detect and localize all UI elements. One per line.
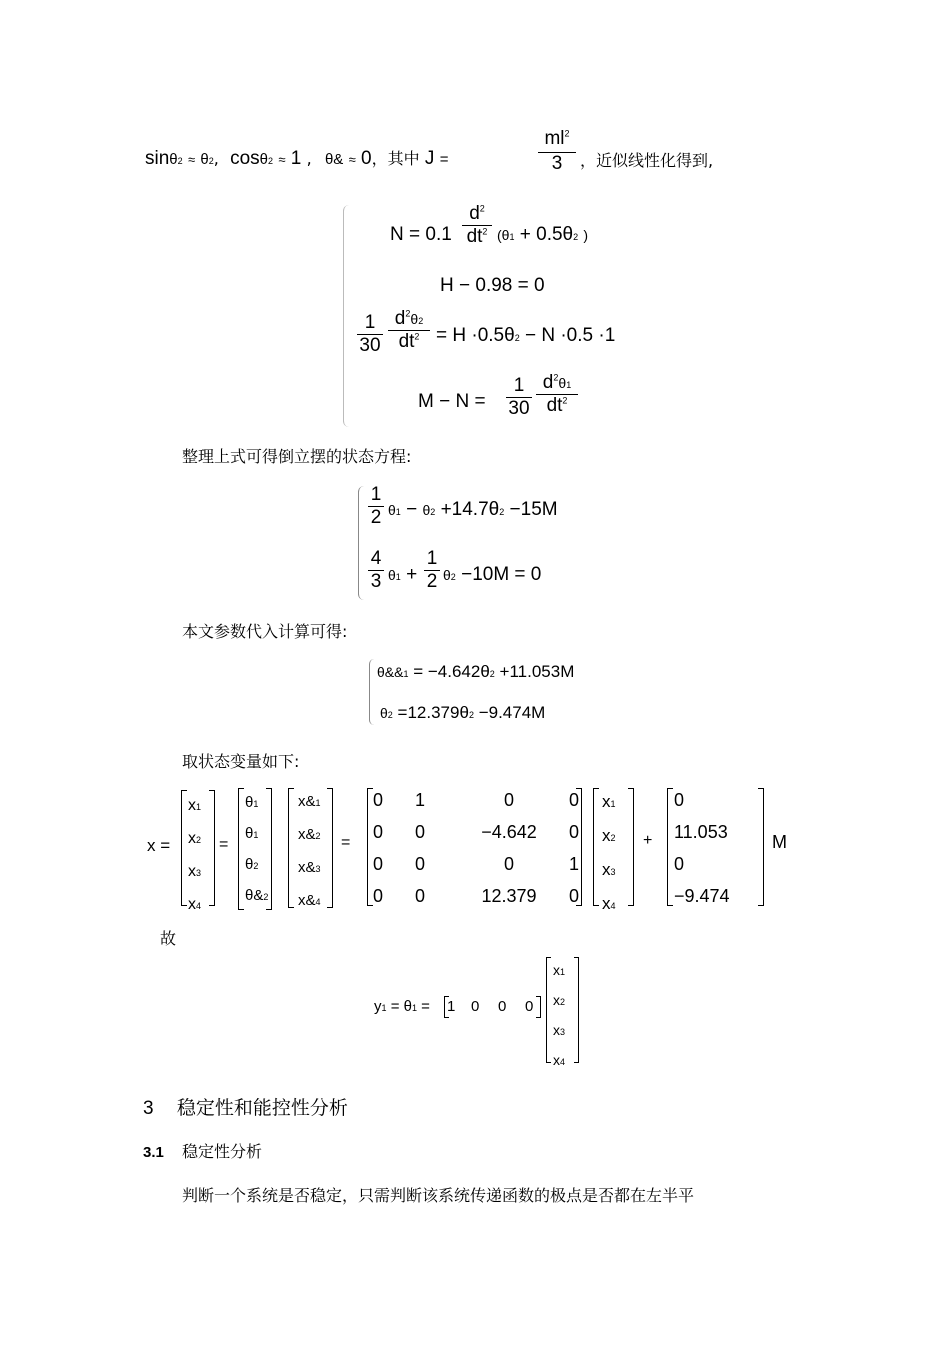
theta: θ (259, 151, 269, 168)
sub: 4 (610, 901, 616, 911)
num: 1 (370, 484, 382, 505)
sub: 1 (196, 802, 202, 812)
theta: θ (410, 311, 419, 327)
rest: +11.053M (499, 662, 575, 681)
x: x (188, 797, 196, 814)
section-title: 稳定性和能控性分析 (176, 1097, 348, 1119)
a-cell: 0 (415, 853, 426, 874)
rest2: −15M (509, 499, 558, 520)
den: dt (466, 226, 483, 247)
comma: , (213, 149, 219, 168)
bracket (288, 788, 294, 908)
theta: θ (388, 567, 396, 583)
sys1-row2: H − 0.98 = 0 (440, 275, 545, 296)
sub: 1 (566, 380, 572, 390)
sys1-row1-lhs (390, 224, 452, 246)
brace-sys1 (343, 205, 352, 427)
bracket (181, 790, 187, 906)
sub: 4 (315, 897, 321, 907)
xdot-vector (298, 786, 321, 918)
theta: θ (169, 151, 178, 168)
sub: 4 (560, 1057, 566, 1067)
xdot: x& (298, 859, 316, 876)
num: 1 (364, 312, 376, 333)
a-cell: 1 (568, 853, 579, 874)
x-vector-3 (553, 956, 565, 1076)
x: x (553, 1022, 560, 1038)
sub: 2 (418, 316, 424, 326)
x-label (147, 836, 170, 856)
A-matrix (372, 784, 580, 912)
minus: − (406, 499, 418, 520)
sub: 2 (610, 833, 616, 843)
xdot: x& (298, 793, 316, 810)
den: 2 (426, 571, 438, 592)
sup: 2 (414, 331, 420, 342)
sub: 1 (560, 967, 566, 977)
x-vector-2 (602, 786, 616, 922)
a-cell: 0 (373, 789, 384, 810)
rest: − N ·0.5 ·1 (524, 325, 616, 346)
brace-sys3 (369, 659, 376, 725)
sub: 1 (395, 507, 401, 517)
sub: 1 (253, 799, 259, 809)
theta-vector (245, 788, 268, 912)
x: x (602, 894, 611, 913)
rest: +14.7θ (440, 499, 500, 520)
sup: 2 (482, 226, 488, 237)
rest: −9.474M (478, 703, 546, 722)
c-cell: 1 (447, 998, 456, 1015)
equals: = (439, 151, 449, 168)
sup: 2 (405, 308, 411, 319)
num: d (394, 308, 406, 329)
a-cell: 0 (568, 885, 579, 906)
plus: + (406, 564, 418, 585)
sys3-row2 (380, 703, 545, 723)
theta: θ (422, 502, 431, 518)
theta: θ (443, 567, 451, 583)
sub: 3 (315, 864, 321, 874)
approx: ≈ (187, 152, 196, 167)
subscript: 2 (177, 156, 183, 166)
sub: 2 (315, 831, 321, 841)
sup: 2 (553, 372, 559, 383)
a-cell: 0 (373, 885, 384, 906)
theta: θ (558, 375, 567, 391)
sys1-row1-rhs (497, 224, 588, 246)
approx: ≈ (278, 152, 286, 167)
a-cell: 0 (503, 853, 514, 874)
N: N (390, 224, 404, 245)
sub: 1 (315, 798, 321, 808)
numerator: ml (544, 128, 565, 149)
text-substitute: 本文参数代入计算可得: (182, 622, 348, 641)
c-cell: 0 (498, 998, 507, 1015)
theta: (θ (497, 227, 510, 243)
zero: 0 (361, 148, 372, 169)
sub: 3 (610, 867, 616, 877)
theta: θ (200, 151, 209, 168)
x-vector (188, 790, 201, 922)
output-eq (374, 998, 430, 1015)
x: x (188, 830, 196, 847)
sub: 2 (573, 232, 579, 242)
b-cell: −9.474 (674, 886, 730, 906)
b-cell: 0 (674, 854, 685, 874)
x: x (188, 896, 196, 913)
bracket (758, 788, 764, 906)
sub: 2 (468, 710, 474, 720)
a-cell: −4.642 (481, 821, 537, 842)
d2theta1-dt2 (536, 372, 578, 417)
a-cell: 0 (373, 853, 384, 874)
den: 30 (508, 398, 530, 419)
frac-1-30-b (506, 375, 532, 420)
frac-4-3 (368, 548, 384, 593)
x: x (553, 1052, 560, 1068)
a-cell: 0 (373, 821, 384, 842)
sub: 2 (430, 507, 436, 517)
comma: , (306, 149, 312, 168)
eq: = −4.642θ (413, 662, 490, 681)
denominator: 3 (551, 153, 563, 174)
paren: ) (583, 227, 589, 243)
sub: 2 (499, 507, 505, 517)
linearization-text: ，近似线性化得到, (580, 151, 714, 170)
plus-term: + 0.5θ (519, 224, 574, 245)
J-symbol: J (424, 148, 435, 169)
subscript: 2 (208, 156, 214, 166)
C-matrix (446, 997, 540, 1016)
x: x (602, 792, 611, 811)
xdot: x& (298, 826, 316, 843)
num: d (469, 203, 480, 224)
eq: = (390, 998, 400, 1015)
num: d (542, 372, 554, 393)
sup: 2 (562, 395, 568, 406)
cos-label: cos (230, 148, 260, 169)
qizhong-text: ，其中 (371, 149, 420, 168)
theta: θ (388, 502, 396, 518)
sub: 2 (450, 572, 456, 582)
one: 1 (290, 148, 302, 169)
theta: θ (403, 998, 412, 1015)
bracket (593, 788, 599, 906)
sub: 1 (403, 669, 409, 679)
text-state-equation: 整理上式可得倒立摆的状态方程: (182, 447, 412, 466)
x: x (188, 863, 196, 880)
sub: 1 (411, 1003, 417, 1013)
line1-math (145, 146, 448, 170)
section-3-heading (143, 1093, 348, 1120)
a-cell: 0 (568, 821, 579, 842)
theta: θ& (245, 887, 264, 904)
num: 1 (513, 375, 525, 396)
text-therefore: 故 (160, 929, 177, 948)
sub: 2 (489, 669, 495, 679)
bracket (327, 788, 333, 908)
eq: = (341, 834, 351, 851)
xdot: x& (298, 892, 316, 909)
frac-1-30 (357, 312, 383, 357)
sys1-row4-lhs: M − N = (418, 391, 486, 412)
theta: θ (380, 705, 388, 721)
section-number: 3.1 (143, 1144, 164, 1161)
frac-1-2 (368, 484, 384, 529)
sub: 1 (381, 1003, 387, 1013)
a-cell: 0 (568, 789, 579, 810)
sys2-row2a (388, 564, 417, 586)
ml2-over-3 (538, 128, 576, 175)
section-number: 3 (143, 1098, 154, 1119)
y: y (374, 998, 382, 1015)
brace-sys2 (358, 486, 366, 600)
sub: 2 (196, 835, 202, 845)
x: x (602, 860, 611, 879)
sub: 2 (387, 710, 393, 720)
sup: 2 (479, 203, 485, 214)
sub: 1 (509, 232, 515, 242)
den: 30 (359, 335, 381, 356)
sub: 2 (514, 333, 520, 343)
sub: 4 (196, 901, 202, 911)
approx: ≈ (348, 152, 356, 167)
subscript: 2 (268, 156, 274, 166)
x: x (553, 962, 560, 978)
den: 3 (370, 571, 382, 592)
c-cell: 0 (525, 998, 534, 1015)
bracket (574, 957, 579, 1063)
section-3-1-heading (143, 1139, 262, 1162)
text-state-vars: 取状态变量如下: (182, 752, 300, 771)
num: 1 (426, 548, 438, 569)
b-cell: 11.053 (674, 822, 728, 842)
num: 4 (370, 548, 382, 569)
bracket (238, 788, 244, 910)
frac-1-2-b (424, 548, 440, 593)
sub: 3 (560, 1027, 566, 1037)
eq: = 0.1 (409, 224, 452, 245)
theta-dot: θ& (324, 151, 344, 168)
bracket (209, 790, 215, 906)
sub: 2 (560, 997, 566, 1007)
sub: 2 (263, 892, 269, 902)
sub: 2 (253, 861, 259, 871)
section-title: 稳定性分析 (182, 1142, 263, 1161)
sys3-row1 (377, 662, 574, 682)
sub: 1 (395, 572, 401, 582)
eq: =12.379θ (397, 703, 469, 722)
eq: = (160, 836, 171, 855)
c-cell: 0 (471, 998, 480, 1015)
a-cell: 0 (503, 789, 514, 810)
rest: −10M = 0 (461, 564, 542, 585)
x: x (553, 992, 560, 1008)
den: dt (546, 395, 563, 416)
sub: 1 (610, 799, 616, 809)
eq: = (219, 836, 229, 853)
sys2-row1 (388, 499, 558, 521)
a-cell: 0 (415, 821, 426, 842)
bracket (546, 957, 551, 1063)
theta: θ (245, 794, 254, 811)
sub: 1 (253, 830, 259, 840)
B-vector (674, 784, 730, 912)
theta: θ (245, 856, 254, 873)
den: 2 (370, 507, 382, 528)
theta-ddot: θ&& (377, 664, 404, 680)
x: x (147, 836, 156, 855)
superscript: 2 (564, 128, 570, 139)
sys2-row2b (443, 564, 541, 586)
sys1-row3-rhs (436, 325, 615, 347)
a-cell: 0 (415, 885, 426, 906)
d2-dt2-frac (462, 203, 492, 248)
sin-label: sin (145, 148, 170, 169)
d2theta-dt2 (388, 308, 430, 353)
x: x (602, 826, 611, 845)
bracket (667, 788, 673, 906)
plus: + (643, 832, 653, 849)
theta: θ (245, 825, 254, 842)
bracket (628, 788, 634, 906)
b-cell: 0 (674, 790, 685, 810)
M-symbol: M (772, 832, 787, 852)
sub: 3 (196, 868, 202, 878)
eq: = (421, 998, 430, 1015)
a-cell: 1 (415, 789, 426, 810)
den: dt (398, 331, 415, 352)
a-cell: 12.379 (481, 885, 537, 906)
paragraph-stability: 判断一个系统是否稳定，只需判断该系统传递函数的极点是否都在左半平 (182, 1186, 695, 1205)
eq: = H ·0.5θ (436, 325, 515, 346)
